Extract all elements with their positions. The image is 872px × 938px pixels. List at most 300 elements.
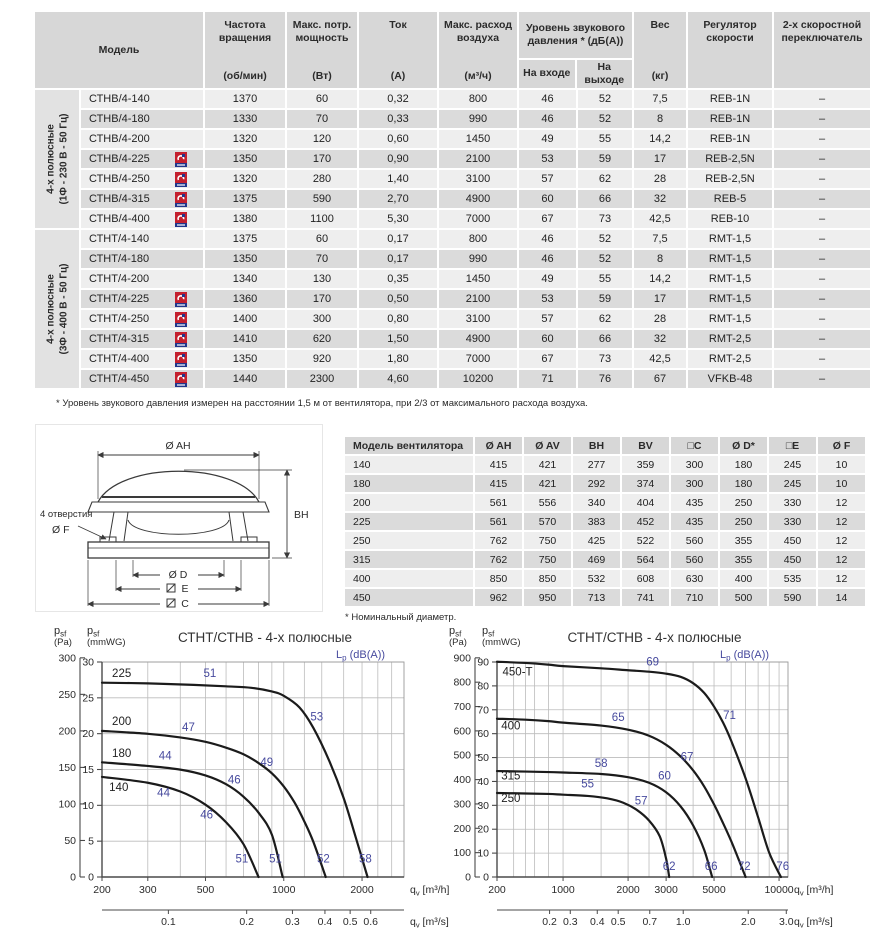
- pa-tick-label: 700: [453, 701, 471, 714]
- current-cell: 0,17: [359, 250, 437, 268]
- pa-tick-label: 300: [58, 652, 76, 665]
- current-cell: 0,60: [359, 130, 437, 148]
- brand-badge-icon: [175, 312, 187, 327]
- dim-cell: 12: [818, 513, 865, 530]
- fan-drawing: [36, 425, 322, 611]
- col-header-sound-title: Уровень звукового давления * (дБ(А)): [519, 12, 632, 58]
- s-tick-label: 0.3: [562, 916, 578, 928]
- s-tick-label: 0.7: [642, 916, 658, 928]
- power-cell: 70: [287, 110, 357, 128]
- switch-cell: –: [774, 110, 870, 128]
- col-header-airflow-unit: (м³/ч): [464, 69, 492, 82]
- dim-cell: 200: [345, 494, 473, 511]
- pa-tick-label: 600: [453, 725, 471, 738]
- nominal-diameter-footnote: * Номинальный диаметр.: [345, 612, 457, 623]
- dim-cell: 359: [622, 456, 669, 473]
- pa-tick-label: 400: [453, 774, 471, 787]
- db-label: 58: [594, 757, 608, 770]
- weight-cell: 42,5: [634, 350, 686, 368]
- db-out-cell: 52: [578, 110, 632, 128]
- regulator-cell: RMT-1,5: [688, 250, 772, 268]
- dim-col-header: Ø F: [818, 437, 865, 454]
- switch-cell: –: [774, 270, 870, 288]
- dim-cell: 762: [475, 532, 522, 549]
- fan-dimension-diagram: [35, 424, 323, 612]
- pa-tick-label: 100: [453, 847, 471, 860]
- x-tick-label: 2000: [350, 884, 374, 896]
- dim-cell: 10: [818, 475, 865, 492]
- dim-cell: 400: [720, 570, 767, 587]
- dim-cell: 556: [524, 494, 571, 511]
- col-header-rpm-title: Частота вращения: [218, 19, 272, 45]
- brand-badge-icon: [175, 192, 187, 207]
- current-cell: 0,33: [359, 110, 437, 128]
- pa-tick-label: 0: [70, 871, 76, 884]
- db-label: 62: [662, 861, 676, 874]
- db-out-cell: 59: [578, 150, 632, 168]
- airflow-cell: 2100: [439, 150, 517, 168]
- power-cell: 1100: [287, 210, 357, 228]
- dim-cell: 12: [818, 532, 865, 549]
- airflow-cell: 7000: [439, 210, 517, 228]
- performance-chart-right: [440, 622, 872, 938]
- dim-cell: 300: [671, 475, 718, 492]
- db-label: 44: [158, 750, 172, 763]
- s-tick-label: 0.2: [542, 916, 557, 928]
- regulator-cell: RMT-2,5: [688, 350, 772, 368]
- pa-tick-label: 50: [64, 834, 76, 847]
- dim-cell: 741: [622, 589, 669, 606]
- x-axis-unit-h: $q_v$ [m³/h]: [410, 884, 450, 898]
- model-cell: СТНВ/4-400: [81, 210, 203, 228]
- pa-tick-label: 800: [453, 676, 471, 689]
- rpm-cell: 1350: [205, 150, 285, 168]
- fan-outline: [88, 471, 269, 558]
- db-in-cell: 46: [519, 110, 576, 128]
- dim-cell: 14: [818, 589, 865, 606]
- pa-tick-label: 900: [453, 652, 471, 665]
- current-cell: 0,35: [359, 270, 437, 288]
- mm-tick-label: 40: [477, 775, 489, 788]
- dim-col-header: □E: [769, 437, 816, 454]
- pa-tick-label: 500: [453, 749, 471, 762]
- s-tick-label: 1.0: [675, 916, 691, 928]
- dim-cell: 535: [769, 570, 816, 587]
- weight-cell: 7,5: [634, 90, 686, 108]
- db-label: 69: [646, 656, 660, 669]
- power-cell: 60: [287, 230, 357, 248]
- s-tick-label: 0.5: [610, 916, 626, 928]
- model-cell: СТНТ/4-315: [81, 330, 203, 348]
- dim-cell: 762: [475, 551, 522, 568]
- pa-tick-label: 250: [58, 688, 76, 701]
- regulator-cell: RMT-1,5: [688, 270, 772, 288]
- pa-axis-unit: (Pa): [54, 637, 72, 648]
- performance-chart-left-svg: [32, 622, 450, 934]
- performance-chart-right-svg: [440, 622, 872, 934]
- power-cell: 130: [287, 270, 357, 288]
- mm-tick-label: 80: [477, 680, 489, 693]
- s-tick-label: 3.0: [778, 916, 794, 928]
- mm-tick-label: 10: [477, 847, 489, 860]
- curve-label-250: 250: [501, 792, 521, 805]
- airflow-cell: 1450: [439, 270, 517, 288]
- current-cell: 1,80: [359, 350, 437, 368]
- db-label: 51: [203, 667, 217, 680]
- power-cell: 920: [287, 350, 357, 368]
- db-in-cell: 57: [519, 170, 576, 188]
- x-tick-label: 5000: [702, 884, 726, 896]
- dim-cell: 421: [524, 475, 571, 492]
- dim-cell: 250: [345, 532, 473, 549]
- dim-cell: 245: [769, 456, 816, 473]
- db-in-cell: 71: [519, 370, 576, 388]
- model-cell: СТНВ/4-225: [81, 150, 203, 168]
- x-axis-unit-h: $q_v$ [m³/h]: [794, 884, 834, 898]
- airflow-cell: 990: [439, 250, 517, 268]
- regulator-cell: RMT-2,5: [688, 330, 772, 348]
- airflow-cell: 1450: [439, 130, 517, 148]
- rpm-cell: 1360: [205, 290, 285, 308]
- col-header-switch-title: 2-х скоростной переключатель: [781, 19, 863, 45]
- x-tick-label: 500: [196, 884, 215, 896]
- regulator-cell: VFKB-48: [688, 370, 772, 388]
- x-axis-unit-s: $q_v$ [m³/s]: [794, 916, 833, 930]
- dim-cell: 750: [524, 551, 571, 568]
- plot-axes: [497, 662, 788, 877]
- db-out-cell: 55: [578, 270, 632, 288]
- db-out-cell: 59: [578, 290, 632, 308]
- dim-cell: 383: [573, 513, 620, 530]
- dim-col-header: Ø D*: [720, 437, 767, 454]
- rpm-cell: 1400: [205, 310, 285, 328]
- model-cell: СТНТ/4-250: [81, 310, 203, 328]
- rpm-cell: 1375: [205, 230, 285, 248]
- dim-cell: 710: [671, 589, 718, 606]
- dim-cell: 330: [769, 513, 816, 530]
- s-tick-label: 0.2: [239, 916, 254, 928]
- rpm-cell: 1440: [205, 370, 285, 388]
- dim-cell: 560: [671, 551, 718, 568]
- dim-col-header: Ø AV: [524, 437, 571, 454]
- db-in-cell: 49: [519, 270, 576, 288]
- dim-cell: 435: [671, 494, 718, 511]
- db-out-cell: 52: [578, 250, 632, 268]
- airflow-cell: 4900: [439, 190, 517, 208]
- x-tick-label: 300: [139, 884, 157, 896]
- current-cell: 1,50: [359, 330, 437, 348]
- db-out-cell: 62: [578, 170, 632, 188]
- dim-cell: 330: [769, 494, 816, 511]
- lp-label: $L_p$ (dB(A)): [720, 649, 770, 663]
- dim-cell: 355: [720, 551, 767, 568]
- col-header-current-title: Ток: [389, 19, 407, 31]
- weight-cell: 32: [634, 330, 686, 348]
- pa-tick-label: 0: [465, 871, 471, 884]
- x-tick-label: 2000: [616, 884, 640, 896]
- dim-cell: 608: [622, 570, 669, 587]
- dim-col-header: □C: [671, 437, 718, 454]
- s-tick-label: 2.0: [740, 916, 756, 928]
- db-label: 52: [316, 853, 330, 866]
- model-cell: СТНТ/4-400: [81, 350, 203, 368]
- dim-cell: 10: [818, 456, 865, 473]
- x-tick-label: 200: [93, 884, 111, 896]
- db-label: 76: [776, 861, 790, 874]
- regulator-cell: REB-2,5N: [688, 170, 772, 188]
- dim-col-header: Модель вентилятора: [345, 437, 473, 454]
- rpm-cell: 1340: [205, 270, 285, 288]
- col-header-regulator-title: Регулятор скорости: [703, 19, 757, 45]
- current-cell: 0,17: [359, 230, 437, 248]
- mm-axis-unit: (mmWG): [482, 637, 521, 648]
- switch-cell: –: [774, 290, 870, 308]
- dim-col-header: BV: [622, 437, 669, 454]
- dim-cell: 400: [345, 570, 473, 587]
- dim-cell: 12: [818, 570, 865, 587]
- dim-cell: 404: [622, 494, 669, 511]
- db-label: 66: [704, 861, 718, 874]
- db-label: 60: [658, 770, 671, 783]
- dim-cell: 277: [573, 456, 620, 473]
- dim-cell: 415: [475, 456, 522, 473]
- power-cell: 120: [287, 130, 357, 148]
- dim-cell: 560: [671, 532, 718, 549]
- x-tick-label: 3000: [654, 884, 678, 896]
- weight-cell: 7,5: [634, 230, 686, 248]
- brand-badge-icon: [175, 292, 187, 307]
- dimensions-table: [345, 437, 867, 606]
- col-header-sound-out: На выходе: [577, 60, 633, 88]
- mm-axis-title: $p_{sf}$: [482, 625, 495, 639]
- weight-cell: 14,2: [634, 130, 686, 148]
- db-label: 44: [157, 787, 170, 800]
- dim-cell: 850: [524, 570, 571, 587]
- x-tick-label: 1000: [272, 884, 296, 896]
- dim-cell: 450: [769, 532, 816, 549]
- airflow-cell: 800: [439, 90, 517, 108]
- current-cell: 0,80: [359, 310, 437, 328]
- dim-cell: 564: [622, 551, 669, 568]
- curve-label-180: 180: [112, 748, 132, 761]
- weight-cell: 17: [634, 150, 686, 168]
- col-header-model: Модель: [35, 12, 203, 88]
- airflow-cell: 4900: [439, 330, 517, 348]
- switch-cell: –: [774, 130, 870, 148]
- power-cell: 60: [287, 90, 357, 108]
- switch-cell: –: [774, 210, 870, 228]
- db-label: 49: [260, 756, 274, 769]
- dim-cell: 292: [573, 475, 620, 492]
- weight-cell: 28: [634, 170, 686, 188]
- model-cell: СТНВ/4-200: [81, 130, 203, 148]
- mm-tick-label: 90: [477, 656, 489, 669]
- col-header-power-title: Макс. потр. мощность: [292, 19, 352, 45]
- mm-tick-label: 20: [477, 823, 489, 836]
- dim-cell: 590: [769, 589, 816, 606]
- plot-frame: [497, 662, 788, 877]
- dim-label-d: Ø D: [168, 569, 188, 581]
- pa-axis-title: $p_{sf}$: [54, 625, 67, 639]
- regulator-cell: REB-2,5N: [688, 150, 772, 168]
- performance-chart-left: [32, 622, 450, 938]
- col-header-airflow: [439, 12, 517, 88]
- dim-cell: 425: [573, 532, 620, 549]
- switch-cell: –: [774, 150, 870, 168]
- model-cell: СТНТ/4-450: [81, 370, 203, 388]
- weight-cell: 28: [634, 310, 686, 328]
- switch-cell: –: [774, 310, 870, 328]
- regulator-cell: REB-1N: [688, 110, 772, 128]
- rpm-cell: 1350: [205, 250, 285, 268]
- x-tick-label: 1000: [551, 884, 575, 896]
- mm-tick-label: 15: [82, 764, 94, 776]
- col-header-rpm: [205, 12, 285, 88]
- dim-col-header: BH: [573, 437, 620, 454]
- model-cell: СТНВ/4-140: [81, 90, 203, 108]
- col-header-switch: [774, 12, 870, 88]
- switch-cell: –: [774, 90, 870, 108]
- rpm-cell: 1380: [205, 210, 285, 228]
- db-in-cell: 46: [519, 250, 576, 268]
- weight-cell: 67: [634, 370, 686, 388]
- db-label: 47: [182, 721, 195, 734]
- weight-cell: 32: [634, 190, 686, 208]
- col-header-weight-unit: (кг): [651, 69, 669, 82]
- curve-200: [102, 731, 326, 877]
- power-cell: 620: [287, 330, 357, 348]
- col-header-regulator: [688, 12, 772, 88]
- dim-cell: 12: [818, 551, 865, 568]
- model-cell: СТНТ/4-200: [81, 270, 203, 288]
- col-header-sound-in: На входе: [519, 60, 575, 88]
- dim-cell: 421: [524, 456, 571, 473]
- dim-cell: 355: [720, 532, 767, 549]
- mm-tick-label: 70: [477, 704, 489, 717]
- group-label: 4-х полюсные (3Ф - 400 В - 50 Гц): [35, 230, 79, 388]
- rpm-cell: 1320: [205, 130, 285, 148]
- pa-tick-label: 150: [58, 761, 76, 774]
- dim-cell: 452: [622, 513, 669, 530]
- regulator-cell: RMT-1,5: [688, 230, 772, 248]
- db-out-cell: 73: [578, 350, 632, 368]
- switch-cell: –: [774, 330, 870, 348]
- dim-cell: 180: [345, 475, 473, 492]
- dim-cell: 850: [475, 570, 522, 587]
- db-in-cell: 67: [519, 350, 576, 368]
- db-in-cell: 49: [519, 130, 576, 148]
- switch-cell: –: [774, 170, 870, 188]
- col-header-rpm-unit: (об/мин): [223, 69, 267, 82]
- power-cell: 300: [287, 310, 357, 328]
- model-cell: СТНТ/4-225: [81, 290, 203, 308]
- power-cell: 170: [287, 290, 357, 308]
- curve-label-200: 200: [112, 716, 132, 729]
- regulator-cell: REB-1N: [688, 130, 772, 148]
- regulator-cell: RMT-1,5: [688, 290, 772, 308]
- col-header-weight: [634, 12, 686, 88]
- dim-cell: 180: [720, 475, 767, 492]
- airflow-cell: 10200: [439, 370, 517, 388]
- dim-cell: 374: [622, 475, 669, 492]
- dim-cell: 245: [769, 475, 816, 492]
- current-cell: 0,50: [359, 290, 437, 308]
- current-cell: 4,60: [359, 370, 437, 388]
- switch-cell: –: [774, 230, 870, 248]
- power-cell: 280: [287, 170, 357, 188]
- dim-cell: 500: [720, 589, 767, 606]
- dim-cell: 450: [345, 589, 473, 606]
- pa-tick-label: 100: [58, 798, 76, 811]
- mm-tick-label: 50: [477, 752, 489, 765]
- power-cell: 590: [287, 190, 357, 208]
- airflow-cell: 2100: [439, 290, 517, 308]
- airflow-cell: 3100: [439, 310, 517, 328]
- brand-badge-icon: [175, 212, 187, 227]
- mm-tick-label: 5: [88, 835, 94, 848]
- dim-cell: 962: [475, 589, 522, 606]
- current-cell: 0,90: [359, 150, 437, 168]
- mm-tick-label: 30: [477, 799, 489, 812]
- col-header-airflow-title: Макс. расход воздуха: [444, 19, 512, 45]
- db-in-cell: 60: [519, 190, 576, 208]
- db-label: 46: [200, 809, 214, 822]
- s-tick-label: 0.4: [589, 916, 605, 928]
- dim-cell: 450: [769, 551, 816, 568]
- pa-axis-title: $p_{sf}$: [449, 625, 462, 639]
- rpm-cell: 1350: [205, 350, 285, 368]
- s-tick-label: 0.1: [161, 916, 176, 928]
- pa-tick-label: 300: [453, 798, 471, 811]
- db-out-cell: 62: [578, 310, 632, 328]
- model-cell: СТНТ/4-140: [81, 230, 203, 248]
- dim-label-ah: Ø AH: [165, 440, 191, 452]
- current-cell: 2,70: [359, 190, 437, 208]
- db-label: 71: [723, 710, 736, 723]
- db-out-cell: 52: [578, 230, 632, 248]
- s-tick-label: 0.5: [342, 916, 358, 928]
- weight-cell: 17: [634, 290, 686, 308]
- regulator-cell: RMT-1,5: [688, 310, 772, 328]
- mm-tick-label: 0: [88, 871, 94, 884]
- weight-cell: 8: [634, 110, 686, 128]
- dimensions-section: [345, 437, 867, 623]
- mm-axis-unit: (mmWG): [87, 637, 126, 648]
- rpm-cell: 1370: [205, 90, 285, 108]
- model-cell: СТНТ/4-180: [81, 250, 203, 268]
- airflow-cell: 7000: [439, 350, 517, 368]
- dimension-labels: [40, 440, 309, 610]
- dim-cell: 522: [622, 532, 669, 549]
- mm-axis-title: $p_{sf}$: [87, 625, 100, 639]
- curve-label-450-T: 450-T: [502, 666, 533, 679]
- regulator-cell: REB-10: [688, 210, 772, 228]
- col-header-weight-title: Вес: [650, 19, 670, 31]
- mm-tick-label: 30: [82, 656, 94, 669]
- dim-cell: 140: [345, 456, 473, 473]
- x-tick-label: 200: [488, 884, 506, 896]
- regulator-cell: REB-1N: [688, 90, 772, 108]
- spec-table: [35, 12, 870, 388]
- pa-tick-label: 200: [58, 725, 76, 738]
- curve-450-T: [497, 662, 781, 877]
- dim-cell: 250: [720, 494, 767, 511]
- dim-cell: 950: [524, 589, 571, 606]
- db-label: 55: [581, 778, 595, 791]
- col-header-sound: [519, 12, 632, 88]
- db-out-cell: 55: [578, 130, 632, 148]
- power-cell: 70: [287, 250, 357, 268]
